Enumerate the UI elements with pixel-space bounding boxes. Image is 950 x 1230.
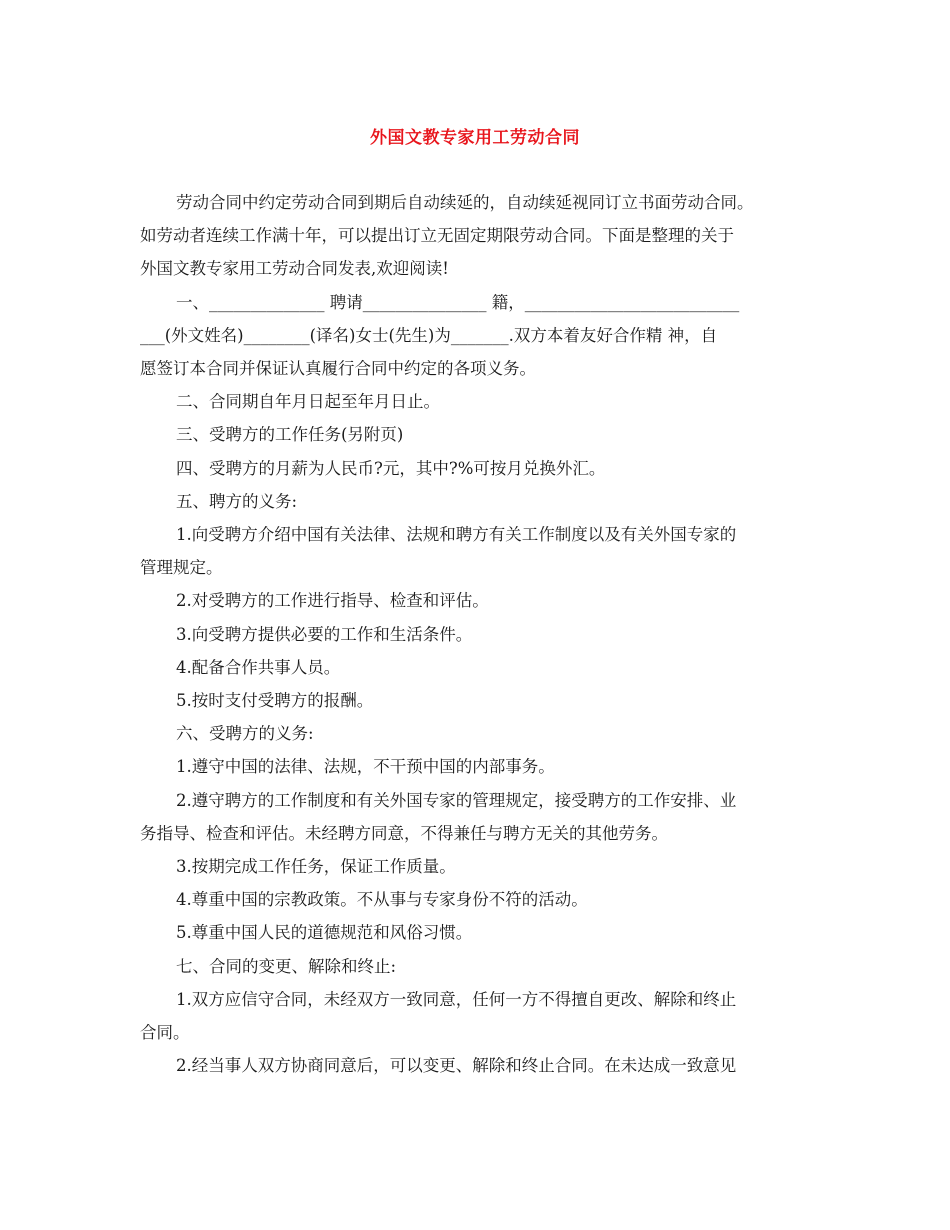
list-item: 1.双方应信守合同，未经双方一致同意，任何一方不得擅自更改、解除和终止	[176, 989, 737, 1009]
paragraph-line: 外国文教专家用工劳动合同发表,欢迎阅读!	[140, 259, 449, 279]
section-heading: 六、受聘方的义务:	[176, 724, 314, 744]
list-item: 2.经当事人双方协商同意后，可以变更、解除和终止合同。在未达成一致意见	[176, 1056, 737, 1076]
list-item: 3.按期完成工作任务，保证工作质量。	[176, 857, 456, 877]
paragraph-line: 愿签订本合同并保证认真履行合同中约定的各项义务。	[140, 359, 536, 379]
list-item: 5.按时支付受聘方的报酬。	[176, 691, 374, 711]
list-item: 2.遵守聘方的工作制度和有关外国专家的管理规定，接受聘方的工作安排、业	[176, 790, 737, 810]
paragraph-line: ___(外文姓名)________(译名)女士(先生)为_______.双方本着友好合作精 神，自	[140, 325, 718, 345]
list-item-continuation: 管理规定。	[140, 558, 223, 578]
paragraph-line: 劳动合同中约定劳动合同到期后自动续延的，自动续延视同订立书面劳动合同。	[176, 193, 754, 212]
list-item: 4.配备合作共事人员。	[176, 657, 341, 677]
paragraph-line: 二、合同期自年月日起至年月日止。	[176, 392, 440, 412]
list-item: 1.向受聘方介绍中国有关法律、法规和聘方有关工作制度以及有关外国专家的	[176, 525, 737, 545]
document-body	[140, 186, 816, 1082]
section-heading: 五、聘方的义务:	[176, 491, 298, 511]
list-item: 3.向受聘方提供必要的工作和生活条件。	[176, 624, 473, 644]
list-item: 4.尊重中国的宗教政策。不从事与专家身份不符的活动。	[176, 890, 588, 910]
list-item-continuation: 务指导、检查和评估。未经聘方同意，不得兼任与聘方无关的其他劳务。	[140, 823, 668, 843]
paragraph-line: 四、受聘方的月薪为人民币?元，其中?%可按月兑换外汇。	[176, 458, 606, 478]
list-item: 1.遵守中国的法律、法规，不干预中国的内部事务。	[176, 757, 555, 777]
list-item: 2.对受聘方的工作进行指导、检查和评估。	[176, 591, 489, 611]
list-item: 5.尊重中国人民的道德规范和风俗习惯。	[176, 923, 473, 943]
paragraph-line: 一、______________ 聘请_______________ 籍，__________________________	[176, 292, 740, 312]
paragraph-line: 如劳动者连续工作满十年，可以提出订立无固定期限劳动合同。下面是整理的关于	[140, 226, 734, 246]
list-item-continuation: 合同。	[140, 1023, 190, 1043]
paragraph-line: 三、受聘方的工作任务(另附页)	[176, 425, 404, 445]
section-heading: 七、合同的变更、解除和终止:	[176, 956, 397, 976]
document-title: 外国文教专家用工劳动合同	[370, 128, 580, 148]
